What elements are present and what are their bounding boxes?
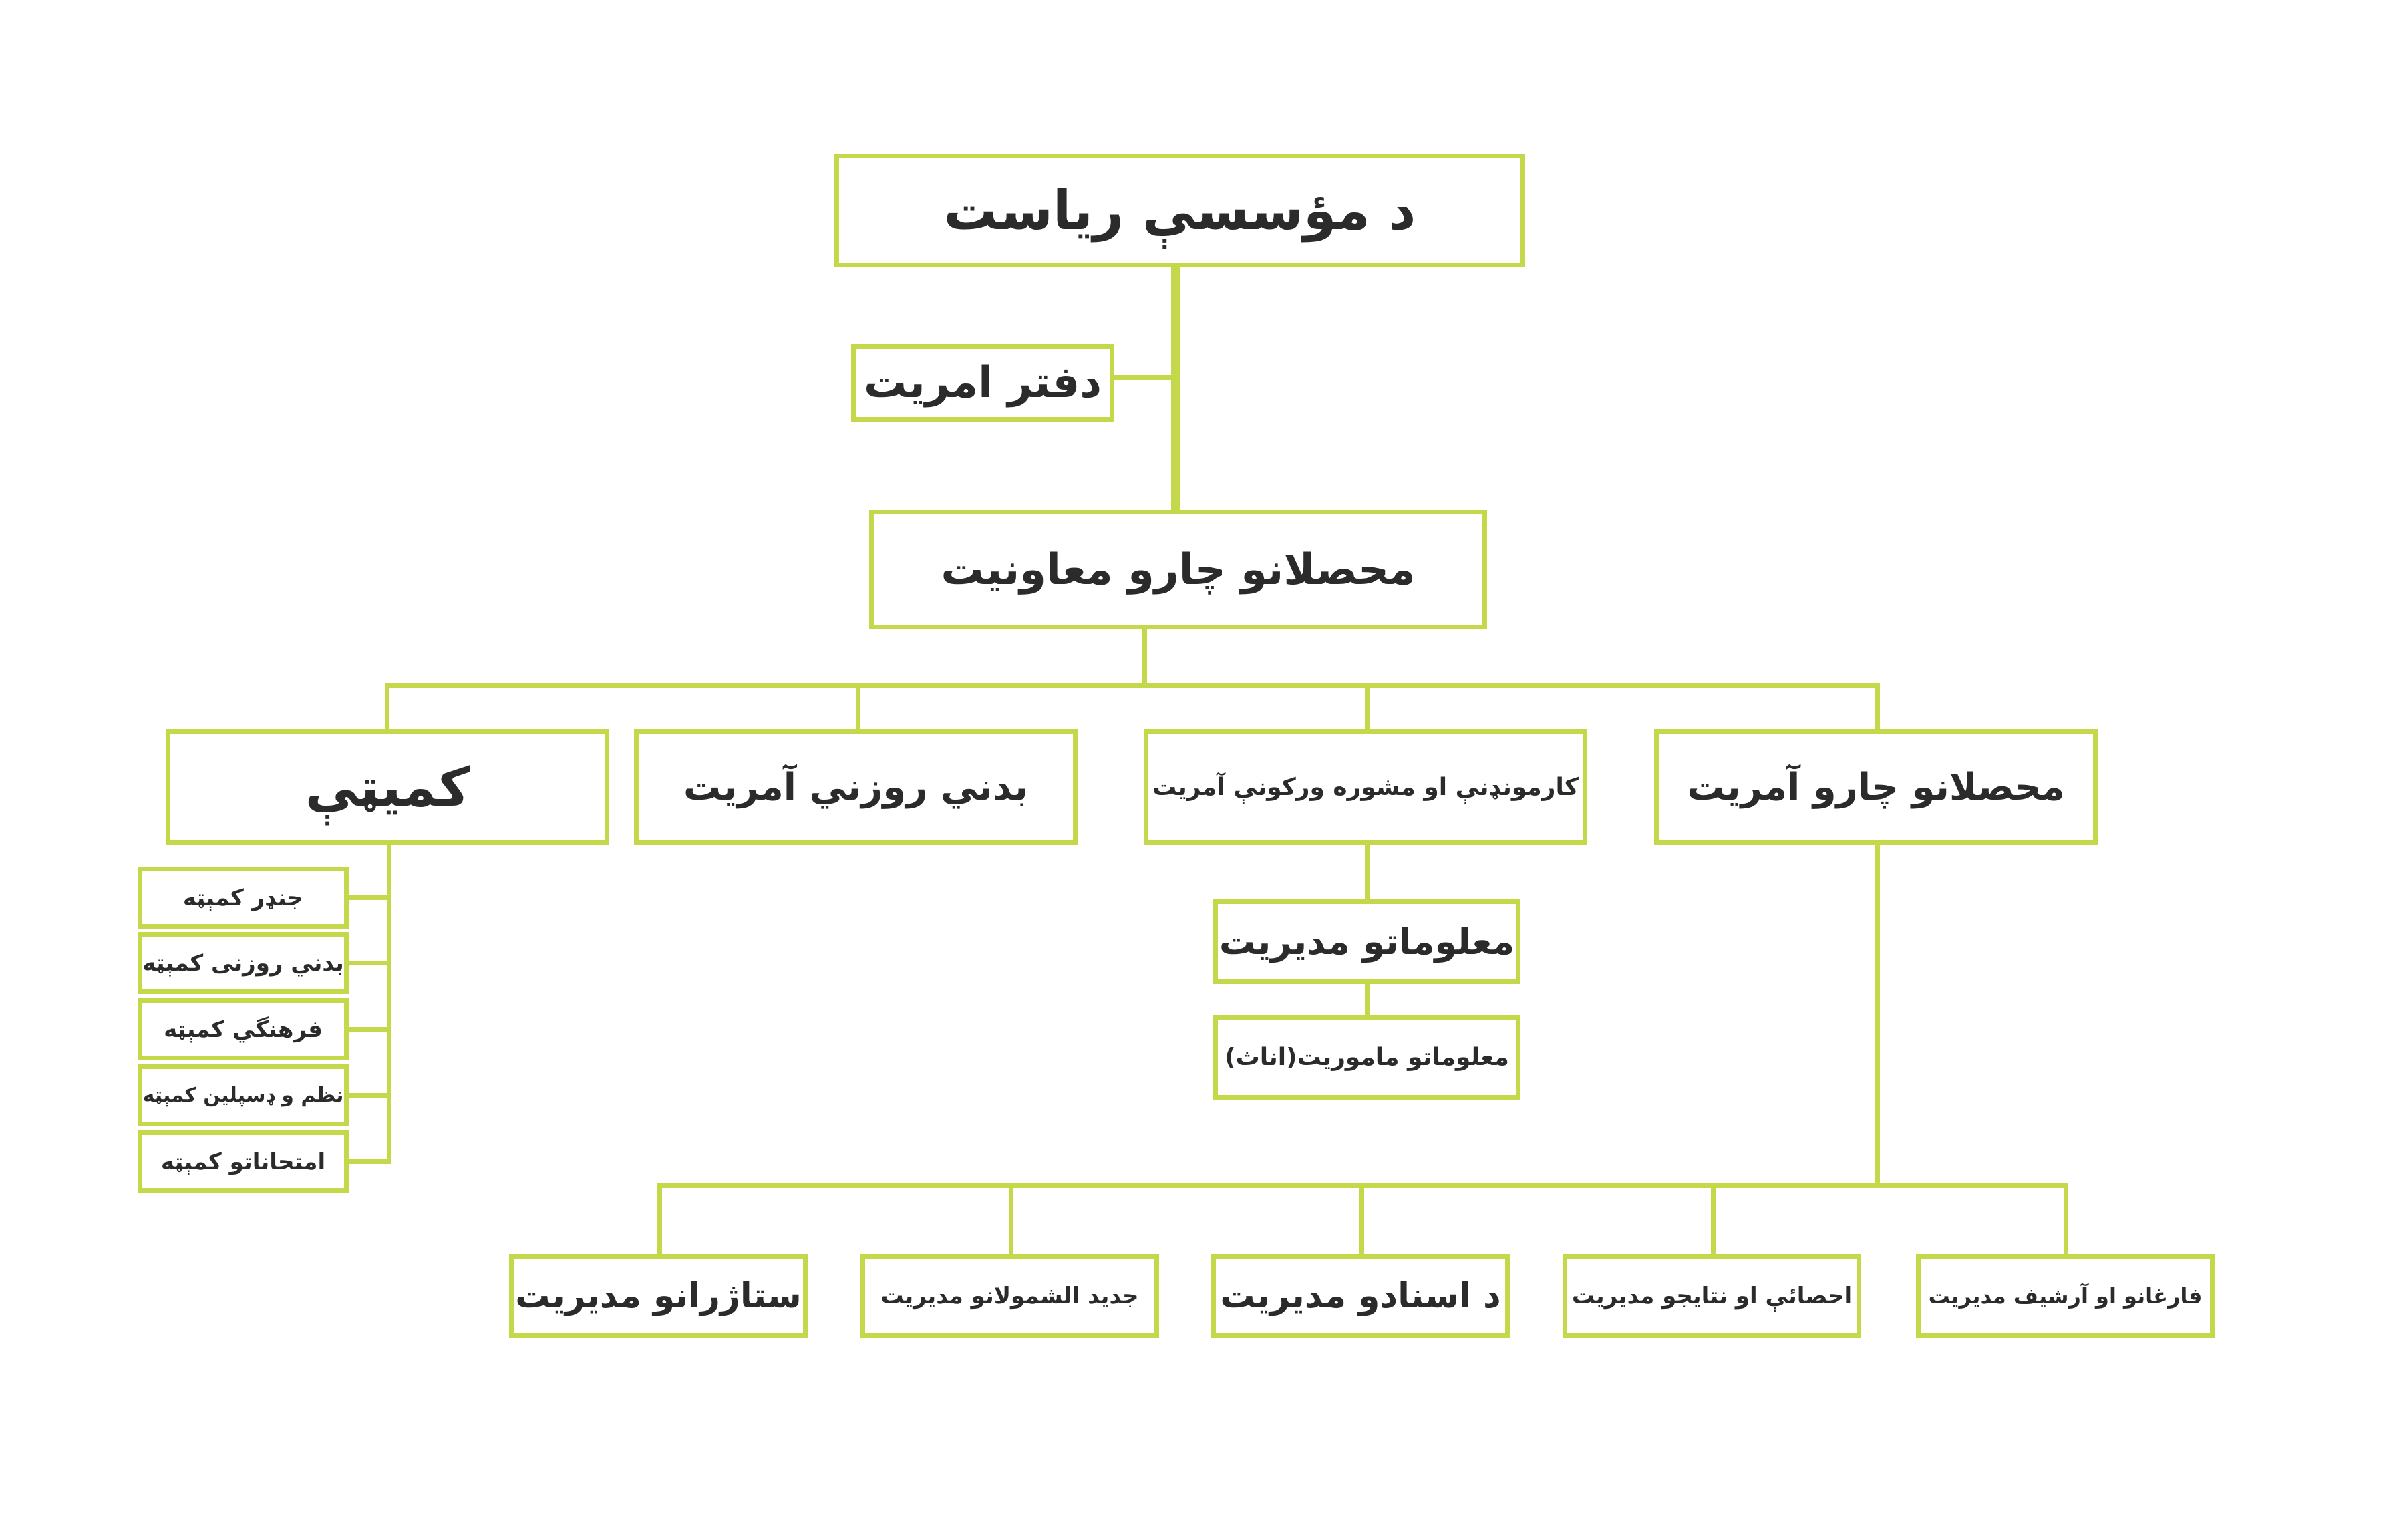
committee-item-1: جنډر کمېټه — [138, 867, 349, 929]
committee-item-5: امتحاناتو کمېټه — [138, 1130, 349, 1193]
physical-education-box: بدني روزني آمريت — [634, 729, 1078, 845]
information-officer-box: معلوماتو ماموريت(اناث) — [1213, 1015, 1520, 1100]
connector-student-affairs-down — [1875, 844, 1880, 1188]
student-affairs-box: محصلانو چارو آمريت — [1654, 729, 2098, 845]
connector-office — [1114, 375, 1176, 380]
connector-deputy-down — [1142, 629, 1147, 686]
committee-item-4: نظم و ډسپلين کمېټه — [138, 1064, 349, 1126]
connector-committee-4 — [345, 1093, 391, 1098]
connector-unit-drop-4 — [1711, 1183, 1716, 1255]
connector-student-affairs-drop — [1875, 683, 1880, 734]
connector-unit-drop-2 — [1009, 1183, 1013, 1255]
unit-new-students-box: جديد الشمولانو مديريت — [860, 1254, 1159, 1338]
unit-documents-box: د اسنادو مديريت — [1211, 1254, 1510, 1338]
connector-unit-drop-1 — [657, 1183, 662, 1255]
committee-item-3: فرهنگي کمېټه — [138, 998, 349, 1060]
connector-staff-info — [1365, 844, 1370, 903]
connector-committees-vertical — [387, 845, 391, 1164]
connector-head-deputy — [1171, 267, 1180, 516]
connector-committee-1 — [345, 895, 391, 900]
connector-committee-2 — [345, 961, 391, 965]
office-box: دفتر امريت — [851, 344, 1114, 422]
committees-box: کميټې — [166, 729, 609, 845]
unit-archive-box: فارغانو او آرشيف مديريت — [1916, 1254, 2215, 1338]
unit-statistics-box: احصائې او نتايجو مديريت — [1563, 1254, 1861, 1338]
staff-counseling-box: کارمونډنې او مشوره ورکونې آمريت — [1144, 729, 1587, 845]
connector-committee-5 — [345, 1159, 391, 1164]
connector-info-officer — [1365, 984, 1370, 1018]
connector-staff-drop — [1365, 683, 1370, 734]
connector-unit-drop-5 — [2064, 1183, 2068, 1255]
head-box: د مؤسسې رياست — [834, 154, 1525, 267]
unit-interns-box: ستاژرانو مديريت — [509, 1254, 808, 1338]
deputy-box: محصلانو چارو معاونيت — [869, 510, 1487, 629]
connector-unit-drop-3 — [1359, 1183, 1364, 1255]
information-management-box: معلوماتو مديريت — [1213, 899, 1520, 984]
committee-item-2: بدني روزنى کمېټه — [138, 932, 349, 994]
connector-departments-bar — [385, 683, 1879, 688]
connector-physical-drop — [856, 683, 860, 734]
connector-committee-3 — [345, 1027, 391, 1032]
connector-committees-drop — [385, 683, 389, 734]
